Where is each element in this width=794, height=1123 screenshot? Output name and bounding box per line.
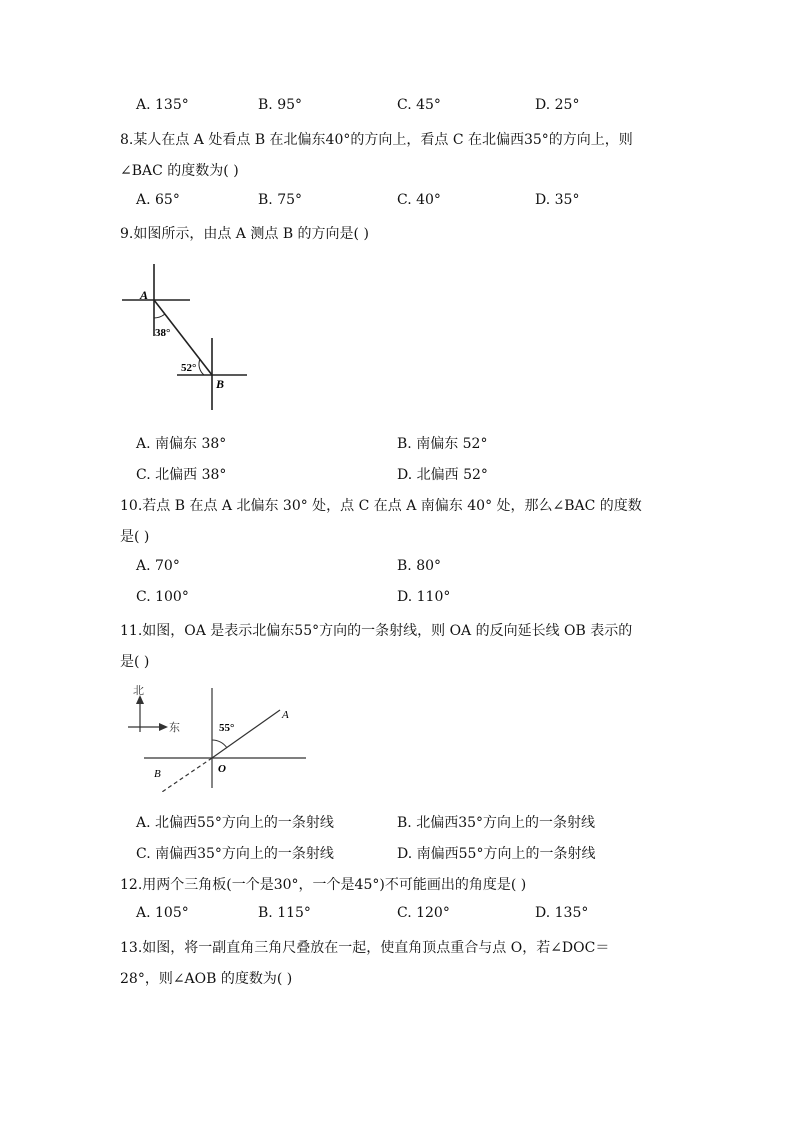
q9-label-b: B	[216, 377, 225, 391]
q9-figure	[115, 258, 255, 418]
q11-option-d[interactable]: D. 南偏西55°方向上的一条射线	[397, 846, 596, 862]
q10-option-d[interactable]: D. 110°	[397, 589, 451, 605]
q9-angle-arc-38	[154, 314, 165, 318]
q9-options-row2	[120, 464, 680, 484]
q11-ray-oa	[212, 710, 280, 758]
q10-options-row2	[120, 589, 680, 609]
q9-angle-label-52: 52°	[181, 362, 197, 374]
q11-option-a[interactable]: A. 北偏西55°方向上的一条射线	[136, 815, 334, 831]
q11-compass-east-arrow-icon	[159, 723, 168, 731]
q10-option-b[interactable]: B. 80°	[397, 558, 442, 574]
q10-option-c[interactable]: C. 100°	[136, 589, 189, 605]
q8-option-c[interactable]: C. 40°	[397, 192, 441, 208]
q11-option-b[interactable]: B. 北偏西35°方向上的一条射线	[397, 815, 596, 831]
q12-option-a[interactable]: A. 105°	[136, 905, 189, 921]
q11-stem-line2: 是( )	[120, 654, 150, 670]
q11-stem-line1: 11.如图，OA 是表示北偏东55°方向的一条射线，则 OA 的反向延长线 OB 表示的	[120, 623, 633, 639]
q9-option-b[interactable]: B. 南偏东 52°	[397, 436, 488, 452]
q8-stem-line2: ∠BAC 的度数为( )	[120, 163, 239, 179]
q11-label-o: O	[218, 763, 226, 775]
q11-option-c[interactable]: C. 南偏西35°方向上的一条射线	[136, 846, 334, 862]
q8-option-b[interactable]: B. 75°	[258, 192, 303, 208]
q7-option-d[interactable]: D. 25°	[535, 97, 580, 113]
q12-option-b[interactable]: B. 115°	[258, 905, 311, 921]
q11-label-a: A	[282, 709, 289, 721]
q11-options-row2	[120, 843, 680, 863]
q7-option-a[interactable]: A. 135°	[136, 97, 189, 113]
q12-options	[120, 905, 680, 925]
q9-options-row1	[120, 433, 680, 453]
q13-stem-line2: 28°，则∠AOB 的度数为( )	[120, 971, 293, 987]
q11-angle-label-55: 55°	[219, 722, 235, 734]
q10-stem-line2: 是( )	[120, 529, 150, 545]
q7-option-c[interactable]: C. 45°	[397, 97, 441, 113]
q11-figure	[122, 682, 312, 792]
q8-option-a[interactable]: A. 65°	[136, 192, 180, 208]
q8-stem-line1: 8.某人在点 A 处看点 B 在北偏东40°的方向上，看点 C 在北偏西35°的方向上，则	[120, 132, 633, 148]
q9-option-c[interactable]: C. 北偏西 38°	[136, 467, 227, 483]
q12-stem: 12.用两个三角板(一个是30°，一个是45°)不可能画出的角度是( )	[120, 877, 527, 893]
q11-ray-ob-dashed	[162, 758, 212, 792]
q11-compass-north-label: 北	[133, 685, 144, 697]
q10-options-row1	[120, 558, 680, 578]
q10-option-a[interactable]: A. 70°	[136, 558, 180, 574]
q8-options	[120, 192, 680, 212]
q11-angle-arc-55	[212, 740, 227, 748]
q13-stem-line1: 13.如图，将一副直角三角尺叠放在一起，使直角顶点重合与点 O，若∠DOC＝	[120, 940, 610, 956]
q8-option-d[interactable]: D. 35°	[535, 192, 580, 208]
q7-options	[120, 97, 680, 117]
q12-option-d[interactable]: D. 135°	[535, 905, 589, 921]
q9-angle-label-38: 38°	[155, 327, 171, 339]
q9-label-a: A	[140, 288, 149, 302]
q11-options-row1	[120, 812, 680, 832]
q11-compass-east-label: 东	[169, 722, 180, 734]
q9-option-a[interactable]: A. 南偏东 38°	[136, 436, 227, 452]
q9-option-d[interactable]: D. 北偏西 52°	[397, 467, 488, 483]
q12-option-c[interactable]: C. 120°	[397, 905, 450, 921]
q10-stem-line1: 10.若点 B 在点 A 北偏东 30° 处，点 C 在点 A 南偏东 40° 处，那么∠BAC 的度数	[120, 498, 642, 514]
q7-option-b[interactable]: B. 95°	[258, 97, 303, 113]
q11-label-b: B	[154, 768, 161, 780]
q9-stem: 9.如图所示，由点 A 测点 B 的方向是( )	[120, 226, 369, 242]
